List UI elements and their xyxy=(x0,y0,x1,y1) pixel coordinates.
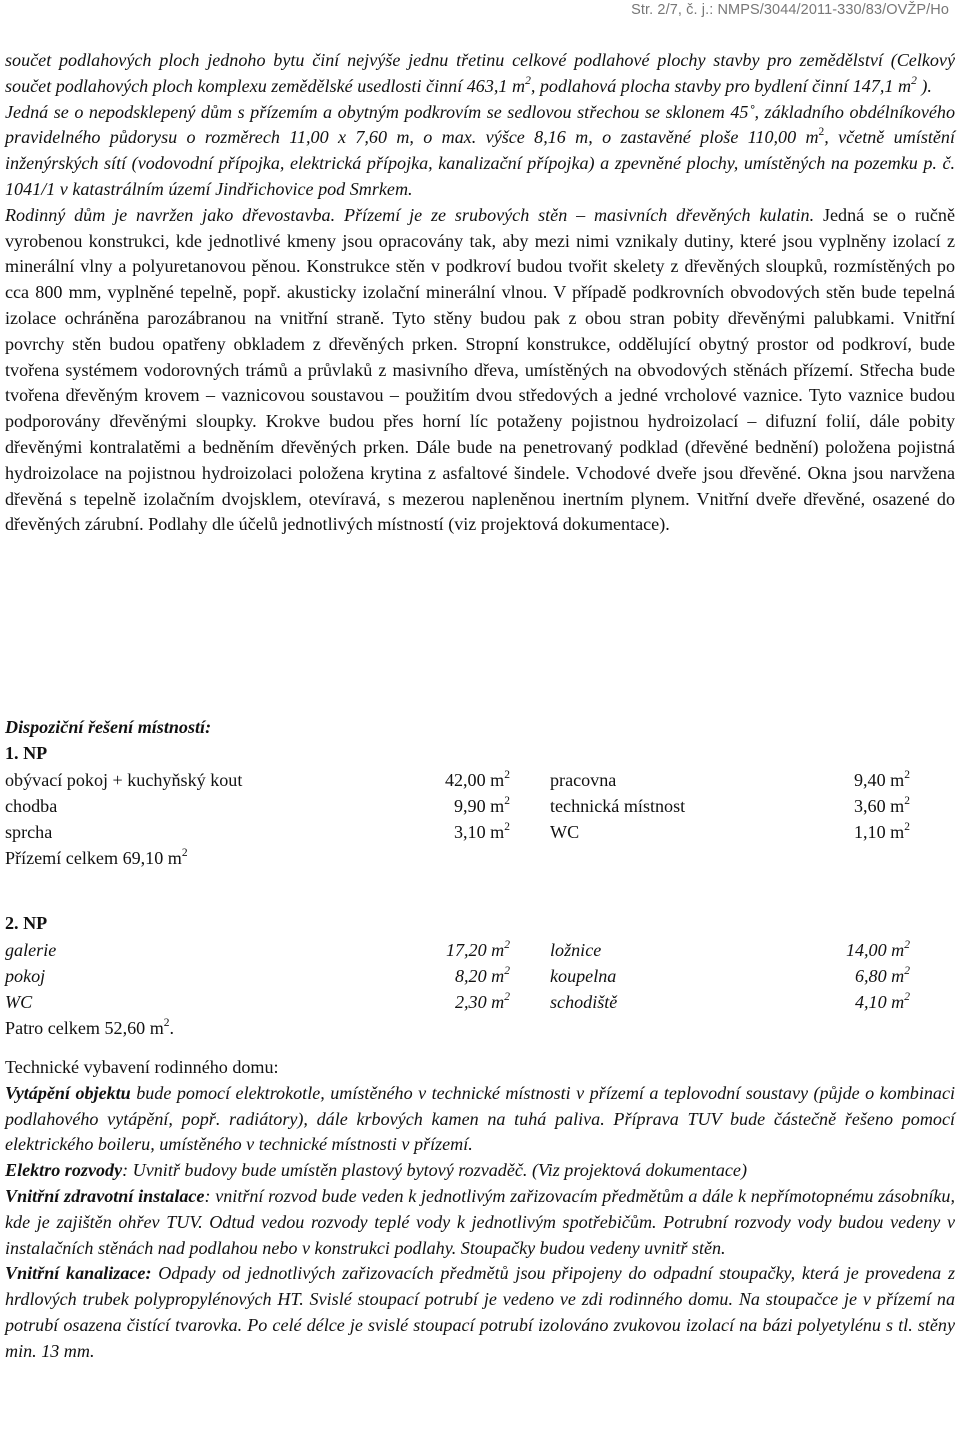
intro-p2-a: Jedná se o nepodsklepený dům s přízemím a obytným podkrovím se sedlovou střechou se sklonem 45˚, základního obdélníkového pravidelného půdorysu o rozměrech 11,00 x 7,60 m, o max. xyxy=(5,101,955,148)
room-name: koupelna xyxy=(550,966,617,986)
room-area: 9,40 $m^2$ xyxy=(853,769,910,790)
heating-text: bude pomocí elektrokotle, umístěného v technické místnosti v přízemí a teplovodní soustavy (půjde o kombinaci podlahového vytápění, popř. radiátory), dále krbových kamen na tuhá paliva. Příprava TUV bude částečně řešeno pomocí elektrického boileru, umístěného v technické místnosti v přízemí. xyxy=(5,1082,956,1155)
technical-equipment xyxy=(5,1055,955,1365)
floor-2-rooms-table xyxy=(5,937,910,1015)
floor-2-title: 2. NP xyxy=(5,913,48,933)
intro-p1-a: součet podlahových ploch jednoho bytu činí nejvýše jednu třetinu celkové podlahové plochy stavby pro zemědělství (Celkový součet podlahových ploch komplexu zemědělské usedlosti činní 463,1 m xyxy=(5,50,955,96)
superscript: 2 xyxy=(911,74,917,87)
floor-1-title: 1. NP xyxy=(5,743,48,763)
superscript: 2 xyxy=(525,74,531,87)
room-area: 1,10 $m^2$ xyxy=(853,821,910,842)
sanitary-text: : vnitřní rozvod bude veden k jednotlivým zařizovacím předmětům a dále k nepřímotopnému zásobníku, kde je zajištěn ohřev TUV. Odtud vedou rozvody teplé vody k jednotlivým spotřebičům. Potrubní rozvody vody budou vedeny v instalačních stěnách nad podlahou nebo v konstrukci podlahy. Stoupačky budou vedeny uvnitř stěn. xyxy=(5,1185,956,1258)
technical-heading: Technické vybavení rodinného domu: xyxy=(5,1057,279,1077)
room-name: galerie xyxy=(5,940,57,960)
room-area: 3,10 $m^2$ xyxy=(453,821,510,842)
electro-label: Elektro rozvody xyxy=(5,1160,123,1181)
room-name: chodba xyxy=(5,796,58,816)
intro-p2-b: výšce 8,16 m, o zastavěné ploše 110,00 m xyxy=(485,127,819,148)
room-name: schodiště xyxy=(550,992,618,1012)
disposition-heading: Dispoziční řešení místností: xyxy=(5,717,212,737)
room-area: 42,00 $m^2$ xyxy=(444,769,510,790)
intro-paragraph-2 xyxy=(5,100,955,203)
intro-paragraph-1 xyxy=(5,48,955,100)
floor-2-total: Patro celkem 52,60 $m^2$. xyxy=(5,1017,175,1038)
room-area: 4,10 $m^2$ xyxy=(854,991,910,1012)
room-area: 8,20 $m^2$ xyxy=(454,965,510,986)
room-name: pokoj xyxy=(5,966,46,986)
table-row xyxy=(5,793,910,819)
room-name: ložnice xyxy=(550,940,602,960)
intro-p3-a: Rodinný dům je navržen jako dřevostavba. Přízemí je ze srubových stěn – masivních dřevěných kulatin. xyxy=(5,204,815,225)
sanitary-paragraph xyxy=(5,1184,955,1261)
room-name: WC xyxy=(5,992,33,1012)
floor-1-rooms-table xyxy=(5,767,910,845)
room-name: sprcha xyxy=(5,822,53,842)
heating-paragraph xyxy=(5,1081,955,1158)
sewer-label: Vnitřní kanalizace: xyxy=(5,1263,152,1284)
superscript: 2 xyxy=(818,126,825,139)
room-name: WC xyxy=(550,822,580,842)
electro-paragraph xyxy=(5,1158,955,1184)
room-name: obývací pokoj + kuchyňský kout xyxy=(5,770,243,790)
room-area: 3,60 $m^2$ xyxy=(853,795,910,816)
room-area: 9,90 $m^2$ xyxy=(453,795,510,816)
sanitary-label: Vnitřní zdravotní instalace xyxy=(5,1185,205,1206)
sewer-paragraph xyxy=(5,1261,955,1364)
room-area: 2,30 $m^2$ xyxy=(454,991,510,1012)
table-row xyxy=(5,767,910,793)
room-area: 6,80 $m^2$ xyxy=(854,965,910,986)
intro-p1-b: , podlahová plocha stavby pro bydlení činní 147,1 m xyxy=(530,75,912,96)
table-row xyxy=(5,937,910,963)
intro-p1-c: ). xyxy=(916,75,932,96)
page-reference-header: Str. 2/7, č. j.: NMPS/3044/2011-330/83/OVŽP/Ho xyxy=(631,2,949,18)
intro-p3-b: Jedná se o ručně vyrobenou konstrukci, kde jednotlivé kmeny jsou opracovány tak, aby mezi nimi vznikaly dutiny, které jsou vyplněny izolací z minerální vlny a polyuretanovou pěnou. Konstrukce stěn v podkroví budou tvořit skelety z dřevěných sloupků, rozmístěných po cca 800 mm, vyplněné tepelně, popř. akusticky izolační minerální vlnou. V případě podkrovních obvodových stěn bude tepelná izolace ochráněna parozábranou na vnitřní straně. Tyto stěny budou pak z obou stran pobity dřevěnými palubkami. Vnitřní povrchy stěn budou opatřeny obkladem z dřevěných prken. Stropní konstrukce, oddělující obytný prostor od podkroví, bude tvořena systémem vodorovných trámů a průvlaků z masivního dřeva, umístěných na obvodových stěnách přízemí. Střecha bude tvořena dřevěným krovem – vaznicovou soustavou – použitím dvou středových a jedné vrcholové vaznice. Tyto vaznice budou podporovány dřevěnými sloupky. Krokve budou přes horní líc potaženy pojistnou hydroizolací – difuzní folií, dále pobity dřevěnými kontralatěmi a bedněním dřevěných prken. Dále bude na penetrovaný podklad (dřevěné bednění) položena pojistná hydroizolace na pojistnou hydroizolaci položena krytina z asfaltové šindele. Vchodové dveře jsou dřevěné. Okna jsou narvžena dřevěná s tepelně izolačním dvojsklem, otevíravá, s mezerou napleněnou inertním plynem. Vnitřní dveře dřevěné, osazené do dřevěných zárubní. Podlahy dle účelů jednotlivých místností (viz projektová dokumentace). xyxy=(5,204,955,535)
room-name: pracovna xyxy=(550,770,617,790)
room-name: technická místnost xyxy=(550,796,686,816)
electro-text: : Uvnitř budovy bude umístěn plastový bytový rozvaděč. (Viz projektová dokumentace) xyxy=(122,1160,747,1181)
room-area: 17,20 $m^2$ xyxy=(445,939,510,960)
table-row xyxy=(5,819,910,845)
intro-text xyxy=(5,48,955,538)
intro-p2-c: , včetně umístění inženýrských sítí (vodovodní přípojka, elektrická přípojka, kanalizační přípojka) a zpevněné plochy, umístěných na pozemku p. č. 1041/1 v katastrálním území Jindřichovice pod Smrkem. xyxy=(5,127,955,199)
intro-paragraph-3 xyxy=(5,203,955,538)
heating-label: Vytápění objektu xyxy=(5,1082,131,1103)
table-row xyxy=(5,963,910,989)
room-area: 14,00 $m^2$ xyxy=(845,939,910,960)
floor-1-total: Přízemí celkem 69,10 $m^2$ xyxy=(5,847,188,868)
sewer-text: Odpady od jednotlivých zařizovacích předmětů jsou připojeny do odpadní stoupačky, která je provedena z hrdlových trubek polypropylénových HT. Svislé stoupací potrubí je vedeno ve zdi rodinného domu. Na stoupačce je v přízemí na potrubí osazena čistící tvarovka. Po celé délce je svislé stoupací potrubí izolováno zvukovou izolací na bázi polyetylénu s tl. stěny min. 13 mm. xyxy=(5,1263,955,1361)
table-row xyxy=(5,989,910,1015)
